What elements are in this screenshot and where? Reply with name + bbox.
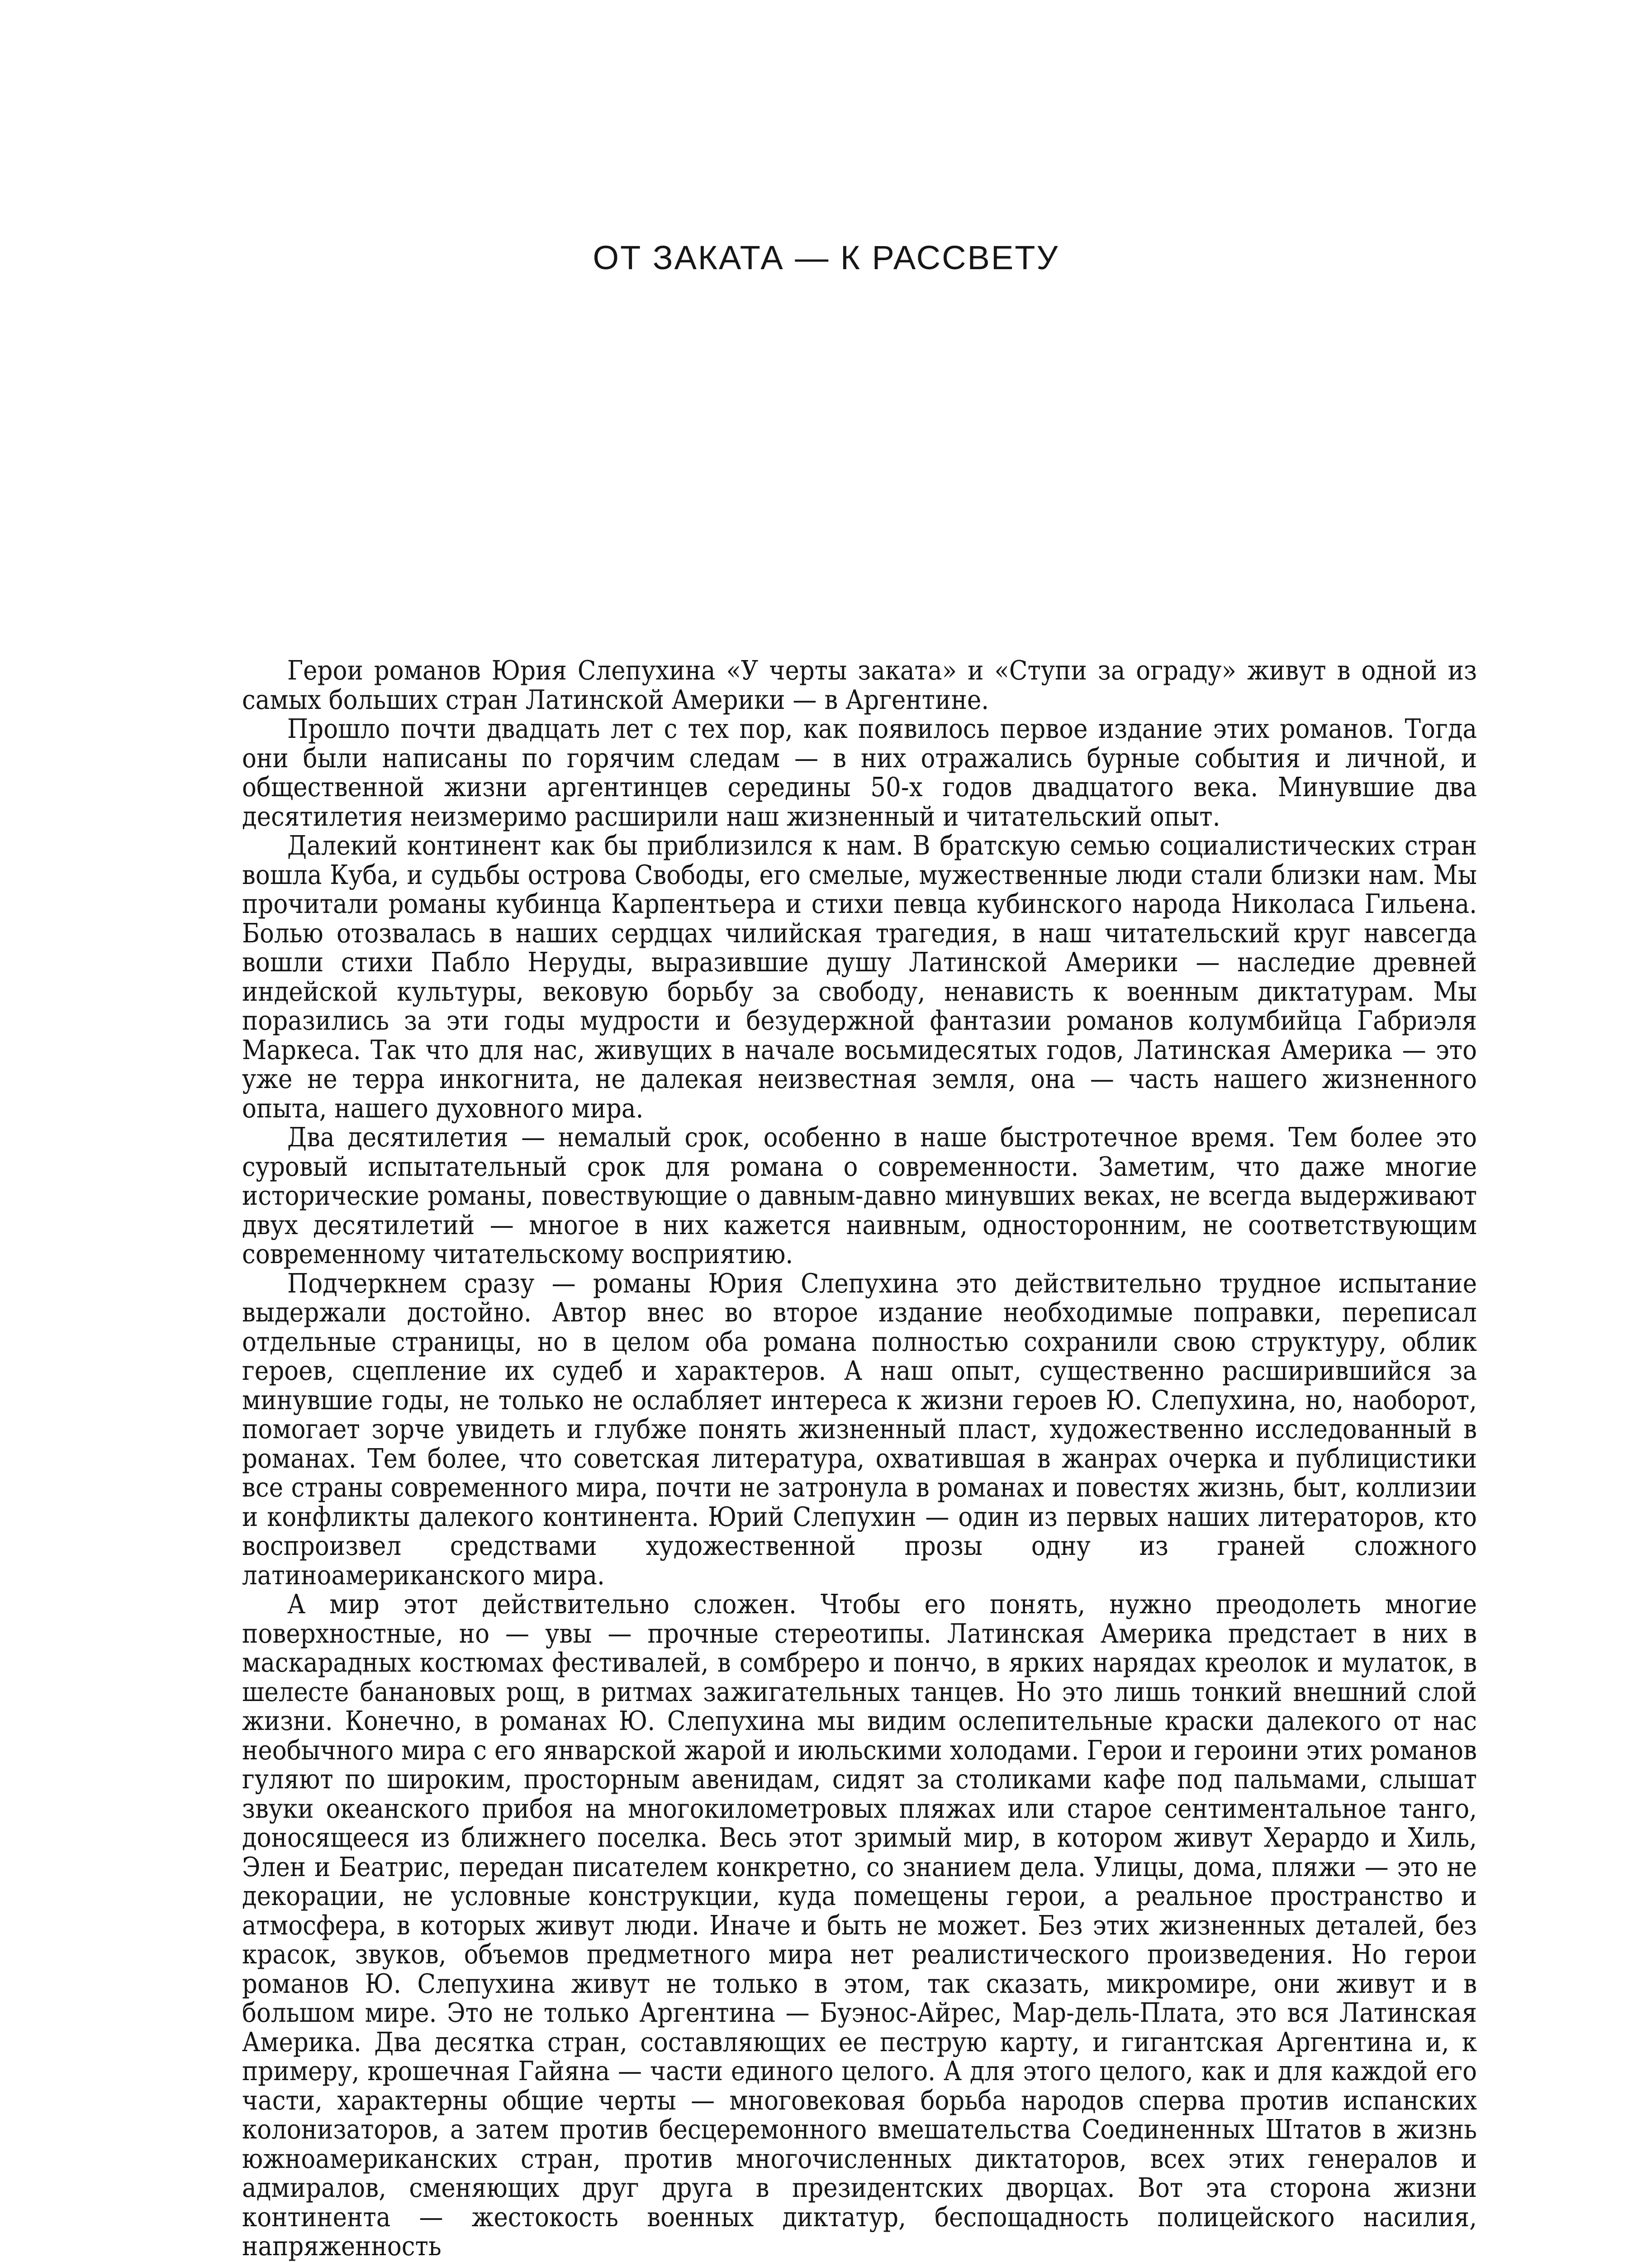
article-body (242, 656, 1477, 2261)
paragraph: Герои романов Юрия Слепухина «У черты заката» и «Ступи за ограду» живут в одной из самых больших стран Латинской Америки — в Аргентине. (242, 655, 1477, 715)
paragraph: Два десятилетия — немалый срок, особенно в наше быстротечное время. Тем более это суровый испытательный срок для романа о современности. Заметим, что даже многие исторические романы, повествующие о давным-давно минувших веках, не всегда выдерживают двух десятилетий — многое в них кажется наивным, односторонним, не соответствующим современному читательскому восприятию. (242, 1121, 1477, 1269)
paragraph: Прошло почти двадцать лет с тех пор, как появилось первое издание этих романов. Тогда они были написаны по горячим следам — в них отражались бурные события и личной, и общественной жизни аргентинцев середины 50-х годов двадцатого века. Минувшие два десятилетия неизмеримо расширили наш жизненный и читательский опыт. (242, 713, 1477, 832)
paragraph: Подчеркнем сразу — романы Юрия Слепухина это действительно трудное испытание выдержали достойно. Автор внес во второе издание необходимые поправки, переписал отдельные страницы, но в целом оба романа полностью сохранили свою структуру, облик героев, сцепление их судеб и характеров. А наш опыт, существенно расширившийся за минувшие годы, не только не ослабляет интереса к жизни героев Ю. Слепухина, но, наоборот, помогает зорче увидеть и глубже понять жизненный пласт, художественно исследованный в романах. Тем более, что советская литература, охватившая в жанрах очерка и публицистики все страны современного мира, почти не затронула в романах и повестях жизнь, быт, коллизии и конфликты далекого континента. Юрий Слепухин — один из первых наших литераторов, кто воспроизвел средствами художественной прозы одну из граней сложного латиноамериканского мира. (242, 1267, 1477, 1591)
page-title: ОТ ЗАКАТА — К РАССВЕТУ (593, 239, 1059, 276)
paragraph: А мир этот действительно сложен. Чтобы его понять, нужно преодолеть многие поверхностные, но — увы — прочные стереотипы. Латинская Америка предстает в них в маскарадных костюмах фестивалей, в сомбреро и пончо, в ярких нарядах креолок и мулаток, в шелесте банановых рощ, в ритмах зажигательных танцев. Но это лишь тонкий внешний слой жизни. Конечно, в романах Ю. Слепухина мы видим ослепительные краски далекого от нас необычного мира с его январской жарой и июльскими холодами. Герои и героини этих романов гуляют по широким, просторным авенидам, сидят за столиками кафе под пальмами, слышат звуки океанского прибоя на многокилометровых пляжах или старое сентиментальное танго, доносящееся из ближнего поселка. Весь этот зримый мир, в котором живут Херардо и Хиль, Элен и Беатрис, передан писателем конкретно, со знанием дела. Улицы, дома, пляжи — это не декорации, не условные конструкции, куда помещены герои, а реальное пространство и атмосфера, в которых живут люди. Иначе и быть не может. Без этих жизненных деталей, без красок, звуков, объемов предметного мира нет реалистического произведения. Но герои романов Ю. Слепухина живут не только в этом, так сказать, микромире, они живут и в большом мире. Это не только Аргентина — Буэнос-Айрес, Мар-дель-Плата, это вся Латинская Америка. Два десятка стран, составляющих ее пеструю карту, и гигантская Аргентина и, к примеру, крошечная Гайяна — части единого целого. А для этого целого, как и для каждой его части, характерны общие черты — многовековая борьба народов сперва против испанских колонизаторов, а затем против бесцеремонного вмешательства Соединенных Штатов в жизнь южноамериканских стран, против многочисленных диктаторов, всех этих генералов и адмиралов, сменяющих друг друга в президентских дворцах. Вот эта сторона жизни континента — жестокость военных диктатур, беспощадность полицейского насилия, напряженность (242, 1588, 1477, 2262)
paragraph: Далекий континент как бы приблизился к нам. В братскую семью социалистических стран вошла Куба, и судьбы острова Свободы, его смелые, мужественные люди стали близки нам. Мы прочитали романы кубинца Карпентьера и стихи певца кубинского народа Николаса Гильена. Болью отозвалась в наших сердцах чилийская трагедия, в наш читательский круг навсегда вошли стихи Пабло Неруды, выразившие душу Латинской Америки — наследие древней индейской культуры, вековую борьбу за свободу, ненависть к военным диктатурам. Мы поразились за эти годы мудрости и безудержной фантазии романов колумбийца Габриэля Маркеса. Так что для нас, живущих в начале восьмидесятых годов, Латинская Америка — это уже не терра инкогнита, не далекая неизвестная земля, она — часть нашего жизненного опыта, нашего духовного мира. (242, 830, 1477, 1124)
